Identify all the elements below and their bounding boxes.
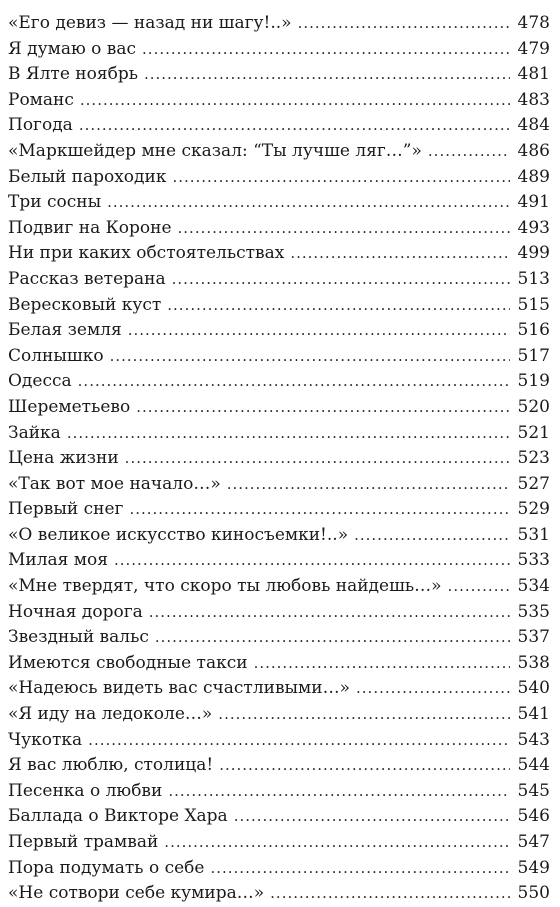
toc-leader-dots — [448, 574, 510, 600]
toc-entry-page: 519 — [517, 371, 550, 392]
toc-entry-page: 547 — [517, 832, 550, 852]
toc-leader-dots — [128, 318, 510, 344]
toc-entry-page: 543 — [517, 729, 550, 750]
toc-leader-dots — [218, 702, 510, 728]
toc-entry-page: 544 — [517, 755, 550, 776]
toc-entry-title: Одесса — [8, 371, 72, 392]
toc-leader-dots — [210, 856, 510, 882]
toc-entry-title: В Ялте ноябрь — [8, 64, 138, 85]
toc-entry-title: Милая моя — [8, 550, 108, 571]
toc-leader-dots — [428, 139, 510, 165]
toc-entry — [8, 651, 550, 677]
toc-entry-page: 531 — [517, 524, 550, 545]
toc-leader-dots — [254, 651, 510, 677]
toc-leader-dots — [164, 830, 510, 856]
toc-entry-title: «Я иду на ледоколе…» — [8, 704, 213, 725]
toc-entry-title: Погода — [8, 115, 73, 136]
toc-leader-dots — [88, 728, 510, 754]
toc-entry-page: 545 — [517, 780, 550, 801]
toc-entry-page: 537 — [517, 627, 550, 648]
toc-entry-page: 534 — [517, 576, 550, 597]
toc-entry — [8, 421, 550, 447]
toc-entry-title: «Надеюсь видеть вас счастливыми…» — [8, 678, 351, 699]
toc-entry — [8, 548, 550, 574]
toc-entry-title: Первый снег — [8, 499, 124, 520]
toc-entry-title: Баллада о Викторе Хара — [8, 806, 228, 827]
toc-entry — [8, 856, 550, 882]
toc-leader-dots — [78, 369, 510, 395]
toc-entry — [8, 88, 550, 114]
toc-entry — [8, 600, 550, 626]
toc-entry-page: 521 — [517, 422, 550, 443]
toc-leader-dots — [107, 190, 510, 216]
toc-entry — [8, 497, 550, 523]
toc-entry-page: 533 — [517, 550, 550, 571]
toc-entry — [8, 267, 550, 293]
toc-leader-dots — [79, 113, 510, 139]
toc-entry-title: Солнышко — [8, 345, 104, 366]
toc-entry-title: Я вас люблю, столица! — [8, 755, 214, 776]
toc-entry-title: Ночная дорога — [8, 601, 143, 622]
toc-leader-dots — [227, 472, 510, 498]
toc-entry-title: Цена жизни — [8, 448, 119, 469]
toc-entry — [8, 804, 550, 830]
toc-entry — [8, 11, 550, 37]
toc-entry — [8, 676, 550, 702]
toc-leader-dots — [234, 804, 510, 830]
toc-entry-page: 486 — [517, 140, 550, 161]
toc-entry — [8, 523, 550, 549]
toc-entry — [8, 190, 550, 216]
toc-leader-dots — [129, 497, 510, 523]
toc-leader-dots — [142, 37, 510, 63]
toc-leader-dots — [67, 421, 510, 447]
toc-leader-dots — [178, 216, 510, 242]
toc-entry — [8, 625, 550, 651]
toc-leader-dots — [110, 344, 510, 370]
toc-entry-title: «Мне твердят, что скоро ты любовь найдешь…» — [8, 576, 442, 597]
toc-entry-page: 527 — [517, 473, 550, 494]
toc-entry — [8, 318, 550, 344]
toc-entry-page: 538 — [517, 652, 550, 673]
toc-entry-title: Рассказ ветерана — [8, 268, 166, 289]
toc-entry-page: 550 — [517, 883, 550, 904]
toc-entry-title: Пора подумать о себе — [8, 857, 205, 878]
toc-entry — [8, 369, 550, 395]
toc-entry-title: Вересковый куст — [8, 294, 162, 315]
toc-entry-title: «Так вот мое начало…» — [8, 473, 221, 494]
toc-entry-title: «О великое искусство киносъемки!..» — [8, 524, 349, 545]
toc-leader-dots — [149, 600, 510, 626]
toc-entry-page: 549 — [517, 857, 550, 878]
toc-entry — [8, 728, 550, 754]
toc-leader-dots — [298, 11, 510, 37]
toc-leader-dots — [167, 293, 510, 319]
toc-entry — [8, 344, 550, 370]
toc-entry-page: 484 — [517, 115, 550, 136]
toc-entry — [8, 113, 550, 139]
toc-leader-dots — [136, 395, 510, 421]
toc-entry-title: Звездный вальс — [8, 627, 149, 648]
toc-entry-title: Первый трамвай — [8, 832, 159, 852]
toc-leader-dots — [125, 446, 510, 472]
toc-leader-dots — [144, 62, 510, 88]
toc-entry-title: «Маркшейдер мне сказал: “Ты лучше ляг…”» — [8, 140, 422, 161]
toc-entry — [8, 574, 550, 600]
toc-entry-title: «Не сотвори себе кумира…» — [8, 883, 265, 904]
toc-entry-title: Три сосны — [8, 192, 102, 213]
toc-leader-dots — [356, 676, 510, 702]
toc-entry — [8, 62, 550, 88]
toc-entry — [8, 165, 550, 191]
toc-entry-title: Романс — [8, 89, 74, 110]
toc-entry-page: 529 — [517, 499, 550, 520]
toc-entry-title: Чукотка — [8, 729, 83, 750]
toc-entry-page: 516 — [517, 320, 550, 341]
toc-entry — [8, 779, 550, 805]
toc-entry-page: 499 — [517, 243, 550, 264]
toc-entry-page: 491 — [517, 192, 550, 213]
toc-leader-dots — [270, 881, 510, 907]
toc-entry — [8, 139, 550, 165]
toc-entry-title: Я думаю о вас — [8, 38, 137, 59]
toc-entry-page: 546 — [517, 806, 550, 827]
toc-entry-page: 517 — [517, 345, 550, 366]
toc-entry-title: Ни при каких обстоятельствах — [8, 243, 285, 264]
toc-entry — [8, 881, 550, 907]
toc-leader-dots — [168, 779, 510, 805]
toc-leader-dots — [155, 625, 510, 651]
toc-entry-page: 493 — [517, 217, 550, 238]
toc-leader-dots — [114, 548, 510, 574]
toc-entry-page: 513 — [517, 268, 550, 289]
toc-entry — [8, 395, 550, 421]
toc-entry — [8, 241, 550, 267]
toc-entry-page: 541 — [517, 704, 550, 725]
toc-leader-dots — [354, 523, 510, 549]
toc-entry-page: 540 — [517, 678, 550, 699]
toc-entry-page: 520 — [517, 396, 550, 417]
toc-entry — [8, 216, 550, 242]
table-of-contents — [8, 11, 550, 907]
toc-entry-page: 523 — [517, 448, 550, 469]
toc-entry-page: 535 — [517, 601, 550, 622]
toc-entry — [8, 702, 550, 728]
toc-leader-dots — [80, 88, 510, 114]
toc-entry-title: Песенка о любви — [8, 780, 163, 801]
toc-entry-page: 515 — [517, 294, 550, 315]
toc-entry — [8, 753, 550, 779]
toc-leader-dots — [172, 267, 510, 293]
toc-entry — [8, 472, 550, 498]
toc-entry-title: Белый пароходик — [8, 166, 167, 187]
toc-entry-title: Шереметьево — [8, 396, 131, 417]
toc-entry-page: 479 — [517, 38, 550, 59]
toc-leader-dots — [290, 241, 510, 267]
toc-entry-title: Подвиг на Короне — [8, 217, 172, 238]
toc-entry-page: 489 — [517, 166, 550, 187]
toc-entry-page: 483 — [517, 89, 550, 110]
toc-entry-page: 481 — [517, 64, 550, 85]
toc-entry — [8, 830, 550, 856]
toc-entry-page: 478 — [517, 13, 550, 33]
toc-entry — [8, 446, 550, 472]
toc-entry-title: Зайка — [8, 422, 61, 443]
toc-leader-dots — [172, 165, 510, 191]
toc-entry-title: Имеются свободные такси — [8, 652, 248, 673]
toc-entry-title: Белая земля — [8, 320, 122, 341]
toc-entry — [8, 293, 550, 319]
toc-entry-title: «Его девиз — назад ни шагу!..» — [8, 13, 292, 33]
toc-leader-dots — [219, 753, 510, 779]
toc-entry — [8, 37, 550, 63]
